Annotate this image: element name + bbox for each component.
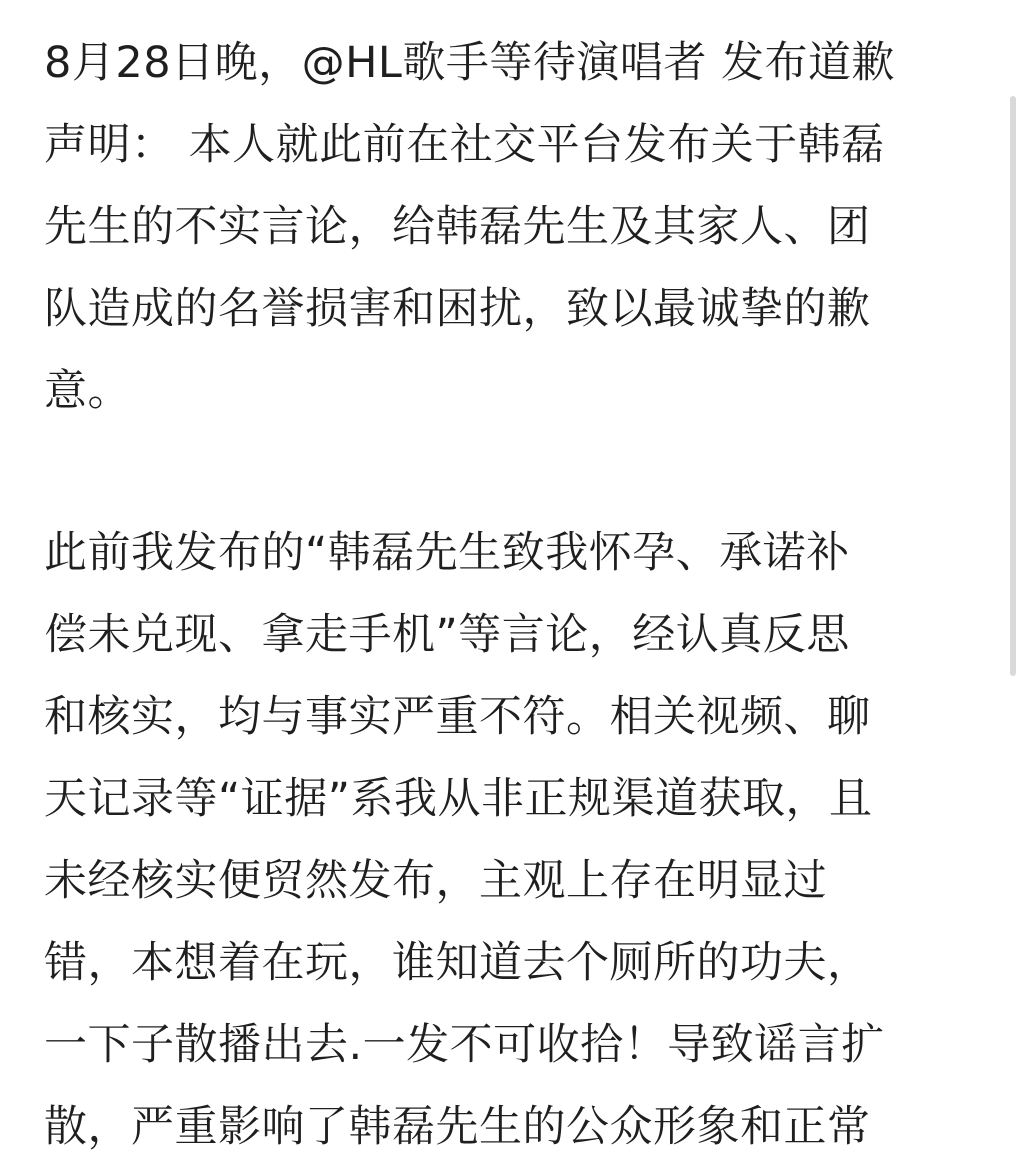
text-line: 错，本想着在玩，谁知道去个厕所的功夫，	[44, 938, 871, 988]
text-line: 此前我发布的“韩磊先生致我怀孕、承诺补	[44, 528, 850, 578]
text-line: 声明： 本人就此前在社交平台发布关于韩磊	[44, 120, 885, 170]
text-line: 8月28日晚，@HL歌手等待演唱者 发布道歉	[44, 38, 896, 88]
text-line: 未经核实便贸然发布，主观上存在明显过	[44, 856, 827, 906]
article-body	[44, 22, 984, 1168]
scrollbar[interactable]	[1010, 96, 1016, 676]
text-line: 先生的不实言论，给韩磊先生及其家人、团	[44, 202, 871, 252]
paragraph-2	[44, 512, 984, 1168]
text-line: 意。	[44, 366, 131, 416]
text-line: 散，严重影响了韩磊先生的公众形象和正常	[44, 1102, 871, 1152]
text-line: 天记录等“证据”系我从非正规渠道获取，且	[44, 774, 873, 824]
paragraph-spacer	[44, 432, 984, 512]
text-line: 和核实，均与事实严重不符。相关视频、聊	[44, 692, 871, 742]
text-line: 偿未兑现、拿走手机”等言论，经认真反思	[44, 610, 850, 660]
text-line: 队造成的名誉损害和困扰，致以最诚挚的歉	[44, 284, 871, 334]
text-line: 一下子散播出去.一发不可收拾！导致谣言扩	[44, 1020, 885, 1070]
paragraph-1	[44, 22, 984, 432]
